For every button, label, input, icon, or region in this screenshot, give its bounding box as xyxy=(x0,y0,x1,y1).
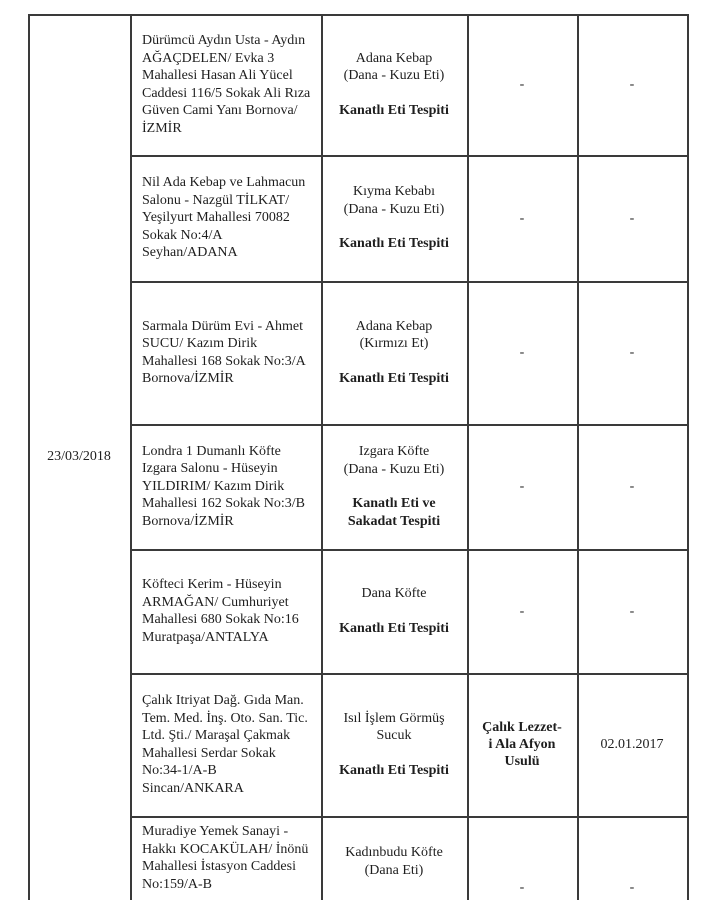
batch-value: - xyxy=(629,880,635,895)
batch-value: - xyxy=(629,210,635,226)
inspection-date: 23/03/2018 xyxy=(47,449,111,464)
firm-cell xyxy=(130,281,321,424)
product-name-line: Adana Kebap xyxy=(355,50,433,66)
firm-name-address: Çalık Itriyat Dağ. Gıda Man. Tem. Med. İnş. Oto. San. Tic. Ltd. Şti./ Maraşal Çakmak Mahallesi Serdar Sokak No:34-1/A-B Sincan/ANKARA xyxy=(142,693,308,796)
product-cell xyxy=(321,816,467,900)
brand-cell xyxy=(467,816,577,900)
batch-value: - xyxy=(629,77,635,92)
product-cell xyxy=(321,155,467,281)
firm-cell xyxy=(130,14,321,155)
finding-text: Kanatlı Eti Tespiti xyxy=(339,102,449,118)
finding-text: Kanatlı Eti Tespiti xyxy=(339,620,449,636)
finding-text: Kanatlı Eti ve Sakadat Tespiti xyxy=(347,496,441,529)
product-name-line: (Dana - Kuzu Eti) xyxy=(343,201,445,217)
product-name-line: Isıl İşlem Görmüş xyxy=(343,710,445,726)
firm-name-address: Nil Ada Kebap ve Lahmacun Salonu - Nazgül TİLKAT/ Yeşilyurt Mahallesi 70082 Sokak No:4/A Seyhan/ADANA xyxy=(142,175,306,261)
batch-cell xyxy=(577,816,687,900)
column-divider xyxy=(28,14,30,900)
batch-value: - xyxy=(629,479,635,494)
column-divider xyxy=(687,14,689,900)
product-cell xyxy=(321,281,467,424)
product-name-line: Sucuk xyxy=(376,728,412,744)
brand-name: - xyxy=(519,345,525,360)
product-name-line: Kadınbudu Köfte xyxy=(345,845,443,860)
finding-text: Kanatlı Eti Tespiti xyxy=(339,762,449,778)
product-name-line: Kıyma Kebabı xyxy=(352,184,436,200)
brand-cell xyxy=(467,424,577,549)
product-cell xyxy=(321,549,467,673)
product-cell xyxy=(321,673,467,816)
brand-cell xyxy=(467,155,577,281)
product-name-line: Izgara Köfte xyxy=(358,444,430,459)
brand-cell xyxy=(467,14,577,155)
batch-cell xyxy=(577,14,687,155)
brand-name: - xyxy=(519,479,525,494)
brand-name: - xyxy=(519,603,525,619)
date-cell xyxy=(28,14,130,900)
product-name-line: (Kırmızı Et) xyxy=(359,336,429,352)
finding-text: Kanatlı Eti Tespiti xyxy=(339,370,449,386)
firm-cell xyxy=(130,816,321,900)
product-cell xyxy=(321,14,467,155)
firm-cell xyxy=(130,424,321,549)
firm-name-address: Muradiye Yemek Sanayi - Hakkı KOCAKÜLAH/ İnönü Mahallesi İstasyon Caddesi No:159/A-B xyxy=(142,824,309,892)
brand-name: - xyxy=(519,880,525,895)
product-cell xyxy=(321,424,467,549)
batch-value: - xyxy=(629,345,635,360)
brand-name: - xyxy=(519,77,525,92)
product-name-line: (Dana Eti) xyxy=(364,862,424,878)
batch-value: 02.01.2017 xyxy=(600,737,664,752)
firm-name-address: Köfteci Kerim - Hüseyin ARMAĞAN/ Cumhuriyet Mahallesi 680 Sokak No:16 Muratpaşa/ANTALYA xyxy=(142,577,299,645)
firm-cell xyxy=(130,155,321,281)
brand-cell xyxy=(467,281,577,424)
product-name-line: (Dana - Kuzu Eti) xyxy=(343,68,445,84)
firm-name-address: Dürümcü Aydın Usta - Aydın AĞAÇDELEN/ Evka 3 Mahallesi Hasan Ali Yücel Caddesi 116/5 Sokak Ali Rıza Güven Cami Yanı Bornova/İZMİR xyxy=(142,33,311,136)
brand-cell xyxy=(467,673,577,816)
product-name-line: Dana Köfte xyxy=(361,586,427,601)
batch-value: - xyxy=(629,603,635,619)
batch-cell xyxy=(577,424,687,549)
finding-text: Kanatlı Eti Tespiti xyxy=(339,236,449,252)
firm-cell xyxy=(130,549,321,673)
brand-cell xyxy=(467,549,577,673)
firm-cell xyxy=(130,673,321,816)
firm-name-address: Londra 1 Dumanlı Köfte Izgara Salonu - Hüseyin YILDIRIM/ Kazım Dirik Mahallesi 162 Sokak No:3/B Bornova/İZMİR xyxy=(142,443,305,529)
product-name-line: Adana Kebap xyxy=(355,318,433,334)
firm-name-address: Sarmala Dürüm Evi - Ahmet SUCU/ Kazım Dirik Mahallesi 168 Sokak No:3/A Bornova/İZMİR xyxy=(142,318,305,386)
batch-cell xyxy=(577,673,687,816)
brand-name: - xyxy=(519,210,525,226)
batch-cell xyxy=(577,549,687,673)
product-name-line: (Dana - Kuzu Eti) xyxy=(343,461,445,477)
brand-name: Çalık Lezzet-i Ala Afyon Usulü xyxy=(482,720,562,769)
batch-cell xyxy=(577,155,687,281)
batch-cell xyxy=(577,281,687,424)
